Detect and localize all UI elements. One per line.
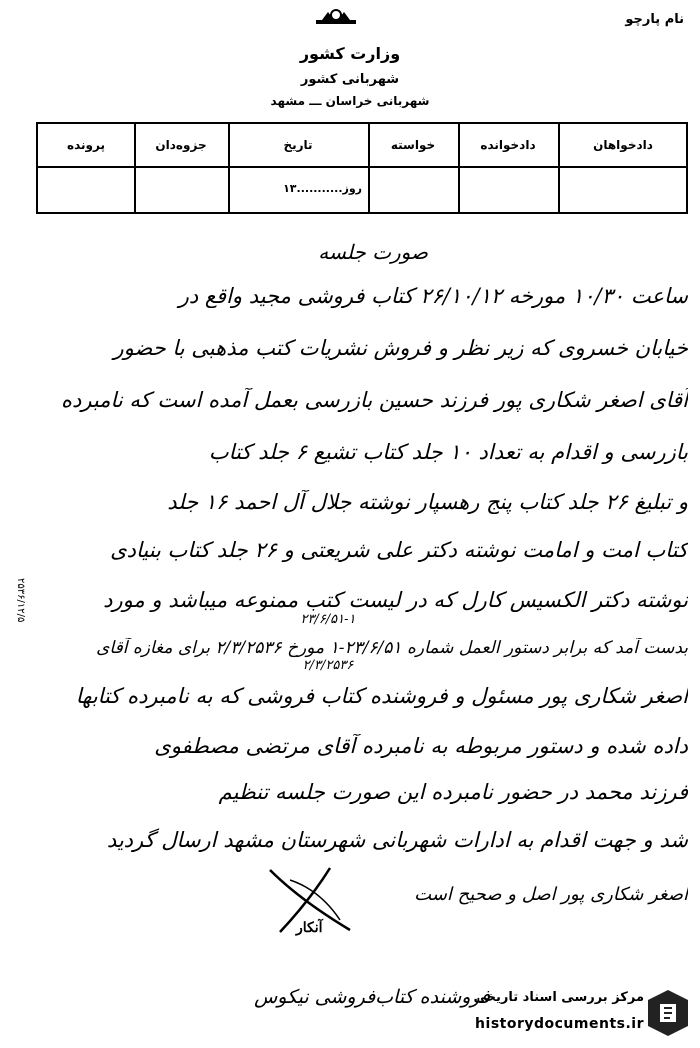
column-header-folder: جزوه‌دان bbox=[155, 138, 207, 152]
body-line: و تبلیغ ۲۶ جلد کتاب پنج رهسپار نوشته جلال آل احمد ۱۶ جلد bbox=[167, 490, 688, 514]
body-line: خیابان خسروی که زیر نظر و فروش نشریات کتب مذهبی با حضور bbox=[113, 336, 688, 360]
column-header-claim: خواسته bbox=[390, 138, 436, 152]
body-line: بدست آمد که برابر دستور العمل شماره ۲۳/۶/۵۱-۱ مورخ ۲/۳/۲۵۳۶ برای مغازه آقای bbox=[96, 638, 688, 658]
body-line: کتاب امت و امامت نوشته دکتر علی شریعتی و ۲۶ جلد کتاب بنیادی bbox=[110, 538, 688, 562]
footer-signature-text: فروشنده کتاب‌فروشی نیکوس bbox=[254, 986, 490, 1008]
body-line: فرزند محمد در حضور نامبرده این صورت جلسه تنظیم bbox=[218, 780, 688, 804]
column-header-date: تاریخ bbox=[283, 138, 313, 152]
watermark-url: historydocuments.ir bbox=[475, 1016, 644, 1032]
body-line: بازرسی و اقدام به تعداد ۱۰ جلد کتاب تشیع ۶ جلد کتاب bbox=[208, 440, 688, 464]
archive-logo-icon bbox=[646, 988, 690, 1038]
watermark bbox=[474, 986, 690, 1040]
date-annotation: ۲۳/۶/۵۱-۱ bbox=[300, 612, 356, 627]
sub-department-title: شهربانی خراسان ـــ مشهد bbox=[270, 94, 430, 108]
column-header-file: پرونده bbox=[67, 138, 105, 152]
footer-signature bbox=[190, 980, 490, 1020]
date-field: روز...........۱۳ bbox=[283, 182, 362, 195]
body-line: داده شده و دستور مربوطه به نامبرده آقای مرتضی مصطفوی bbox=[154, 734, 688, 758]
body-line: ساعت ۱۰/۳۰ مورخه ۲۶/۱۰/۱۲ کتاب فروشی مجید واقع در bbox=[178, 284, 688, 308]
column-header-defendant: دادخوانده bbox=[480, 138, 536, 152]
ministry-title: وزارت کشور bbox=[299, 44, 401, 63]
body-line: آقای اصغر شکاری پور فرزند حسین بازرسی بعمل آمده است که نامبرده bbox=[60, 388, 688, 412]
serial-number-label: نام پارچو bbox=[625, 12, 684, 27]
signature-text: آنکار bbox=[296, 920, 323, 936]
handwritten-body bbox=[34, 240, 688, 905]
form-header-table bbox=[36, 122, 688, 214]
margin-note: ۲۵۳۶/۱۲/۵ bbox=[15, 578, 26, 623]
body-title: صورت جلسه bbox=[318, 240, 428, 264]
lion-sun-emblem-icon bbox=[314, 8, 358, 28]
date-annotation: ۲/۳/۲۵۳۶ bbox=[302, 658, 354, 673]
watermark-title: مرکز بررسی اسناد تاریخی bbox=[473, 990, 644, 1005]
column-header-plaintiffs: دادخواهان bbox=[593, 138, 653, 152]
body-line: شد و جهت اقدام به ادارات شهربانی شهرستان مشهد ارسال گردید bbox=[106, 828, 688, 852]
body-line: نوشته دکتر الکسیس کارل که در لیست کتب ممنوعه میباشد و مورد bbox=[103, 588, 688, 612]
department-title: شهربانی کشور bbox=[300, 72, 400, 87]
body-line: اصغر شکاری پور مسئول و فروشنده کتاب فروشی که به نامبرده کتابها bbox=[75, 684, 688, 708]
body-line: اصغر شکاری پور اصل و صحیح است bbox=[414, 884, 688, 905]
